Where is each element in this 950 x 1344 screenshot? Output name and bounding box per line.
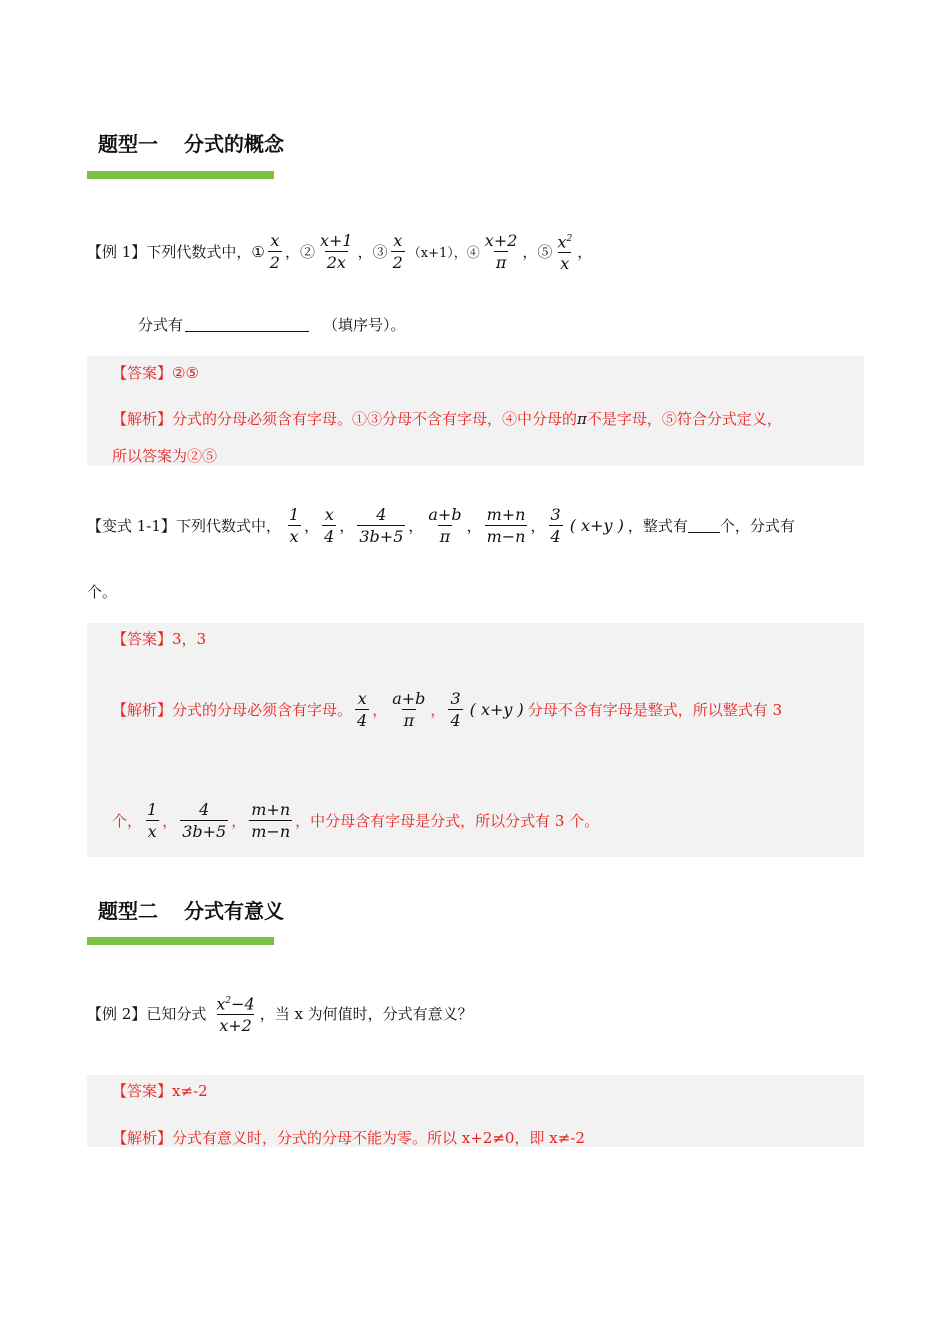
answer-line (112, 1080, 208, 1101)
fraction-denominator: m−n (251, 822, 291, 841)
fraction-numerator: 3 (550, 505, 561, 524)
fraction-numerator: x (270, 231, 280, 251)
answer-box-2 (87, 623, 864, 857)
fraction-denominator: 4 (550, 527, 561, 546)
numerator-exponent: 2 (566, 234, 573, 244)
fraction-denominator: π (439, 527, 451, 546)
fraction-denominator: π (403, 711, 415, 730)
section-title: 分式有意义 (184, 899, 284, 923)
section-underline-1 (87, 171, 274, 179)
example-2-line (87, 992, 473, 1035)
answer-box-1 (87, 356, 864, 466)
variant-line-2: 个。 (87, 583, 118, 601)
answer-label: 【答案】 (112, 630, 173, 648)
separator: ， (466, 517, 482, 535)
fraction-numerator: a+b (428, 505, 462, 524)
answer-label: 【答案】 (112, 364, 173, 382)
example-1-question (138, 314, 406, 335)
item-marker-5: ， (577, 243, 593, 262)
pi-symbol: π (577, 409, 587, 428)
item-marker-2: ，② (284, 243, 315, 262)
fraction-numerator: 4 (199, 800, 210, 819)
analysis-line-2 (112, 445, 217, 466)
fraction-denominator: 2x (326, 253, 346, 273)
separator: ， (231, 812, 247, 830)
variant-1-line-2 (87, 581, 117, 602)
separator: ， (408, 517, 424, 535)
analysis-line-1 (112, 408, 782, 429)
fraction-4 (483, 231, 520, 272)
fraction-example-2 (214, 992, 256, 1035)
fraction-numerator (214, 992, 256, 1014)
fraction-denominator: 4 (357, 711, 368, 730)
analysis-text: 分式有意义时，分式的分母不能为零。所以 x+2≠0，即 x≠-2 (172, 1129, 585, 1147)
numerator-tail: −4 (231, 994, 255, 1014)
answer-label: 【答案】 (112, 1082, 173, 1100)
analysis-tail: 分母不含有字母是整式，所以整式有 3 (527, 701, 783, 719)
fraction-denominator: 4 (324, 527, 335, 546)
fraction-1 (268, 231, 282, 272)
fraction-denominator: 2 (269, 253, 280, 273)
analysis-text-tail: 不是字母，⑤符合分式定义， (586, 410, 782, 428)
fraction-numerator: m+n (251, 800, 291, 819)
example-tail: ，当 x 为何值时，分式有意义？ (259, 1005, 473, 1024)
variant-1-line (87, 505, 795, 546)
answer-value: x≠-2 (172, 1081, 208, 1100)
variant-tail-2: 个，分式有 (719, 517, 795, 535)
item-marker-3-tail: （x+1），④ (407, 246, 480, 262)
analysis-label: 【解析】 (112, 701, 173, 719)
analysis-line (112, 1127, 585, 1148)
item-marker-1: ① (251, 242, 265, 261)
section-underline-2 (87, 937, 274, 945)
section-prefix: 题型一 (98, 132, 158, 156)
fraction-denominator: x+2 (219, 1016, 252, 1036)
fraction-numerator: x (393, 231, 403, 251)
item-marker-3: ，③ (357, 243, 388, 262)
fraction-2 (318, 231, 355, 272)
answer-line (112, 362, 199, 383)
fraction-e (249, 800, 292, 841)
separator: ， (304, 517, 320, 535)
analysis-line-1 (112, 689, 782, 730)
fraction-b (355, 689, 369, 730)
numerator-exponent: 2 (225, 996, 232, 1006)
analysis-text: 分式的分母必须含有字母。 (172, 701, 353, 719)
fraction-denominator: m−n (486, 527, 526, 546)
example-text: 已知分式 (146, 1005, 207, 1024)
separator: ， (372, 701, 388, 719)
fraction-b (322, 505, 336, 546)
fraction-denominator: x (289, 527, 299, 546)
example-1-line (87, 230, 592, 273)
fraction-denominator: 3b+5 (182, 822, 227, 841)
answer-blank[interactable] (185, 317, 309, 332)
variant-tail-1: ，整式有 (627, 517, 688, 535)
separator: ， (162, 812, 178, 830)
example-label: 【例 2】 (87, 1005, 147, 1024)
fraction-numerator: x (324, 505, 334, 524)
separator: ， (430, 701, 446, 719)
section-title: 分式的概念 (184, 132, 284, 156)
analysis-text: 分式的分母必须含有字母。①③分母不含有字母，④中分母的 (172, 410, 578, 428)
fraction-a (287, 505, 301, 546)
separator: ， (295, 812, 311, 830)
fraction-numerator: a+b (392, 689, 426, 708)
fraction-denominator: x (147, 822, 157, 841)
fraction-denominator: 3b+5 (359, 527, 404, 546)
section-prefix: 题型二 (98, 899, 158, 923)
numerator-base: x (216, 994, 226, 1014)
question-lead: 分式有 (138, 316, 184, 334)
example-text: 下列代数式中， (146, 243, 252, 262)
analysis-label: 【解析】 (112, 1129, 173, 1147)
fraction-numerator (555, 230, 574, 252)
fraction-c (357, 505, 405, 546)
analysis-line-2 (112, 800, 599, 841)
fraction-numerator: 4 (376, 505, 387, 524)
answer-value: ②⑤ (172, 363, 199, 382)
fraction-f (549, 505, 563, 546)
fraction-numerator: 1 (147, 800, 158, 819)
fraction-numerator: m+n (486, 505, 526, 524)
separator: ， (339, 517, 355, 535)
variant-text: 下列代数式中， (175, 517, 281, 535)
fraction-a (145, 800, 159, 841)
analysis-tail: 中分母含有字母是分式，所以分式有 3 个。 (310, 812, 600, 830)
fraction-f (448, 689, 462, 730)
paren-expression: ( x+y ) (469, 700, 524, 719)
numerator-base: x (557, 232, 567, 252)
section-heading-1 (98, 128, 284, 157)
fraction-d (390, 689, 427, 730)
item-marker-4: ，⑤ (522, 243, 553, 262)
fraction-d (426, 505, 463, 546)
section-heading-2 (98, 895, 284, 924)
separator: ， (530, 517, 546, 535)
paren-expression: ( x+y ) (569, 516, 624, 535)
question-tail: （填序号）。 (323, 316, 406, 334)
variant-label: 【变式 1-1】 (87, 517, 176, 535)
fraction-denominator: 2 (392, 253, 403, 273)
fraction-numerator: x (357, 689, 367, 708)
fraction-c (180, 800, 228, 841)
fraction-denominator: x (560, 254, 570, 274)
analysis-text: 所以答案为②⑤ (112, 447, 218, 465)
fraction-numerator: 1 (288, 505, 300, 524)
analysis-lead: 个， (112, 812, 143, 830)
fraction-numerator: x+2 (484, 231, 518, 251)
answer-blank-integral[interactable] (688, 518, 720, 533)
fraction-3 (391, 231, 405, 272)
fraction-e (485, 505, 528, 546)
answer-value: 3，3 (172, 630, 207, 648)
answer-box-3 (87, 1075, 864, 1147)
answer-line (112, 628, 206, 649)
fraction-numerator: x+1 (319, 231, 353, 251)
analysis-label: 【解析】 (112, 410, 173, 428)
fraction-5 (555, 230, 574, 273)
fraction-denominator: π (495, 253, 507, 273)
fraction-denominator: 4 (450, 711, 461, 730)
example-label: 【例 1】 (87, 243, 147, 262)
fraction-numerator: 3 (450, 689, 461, 708)
